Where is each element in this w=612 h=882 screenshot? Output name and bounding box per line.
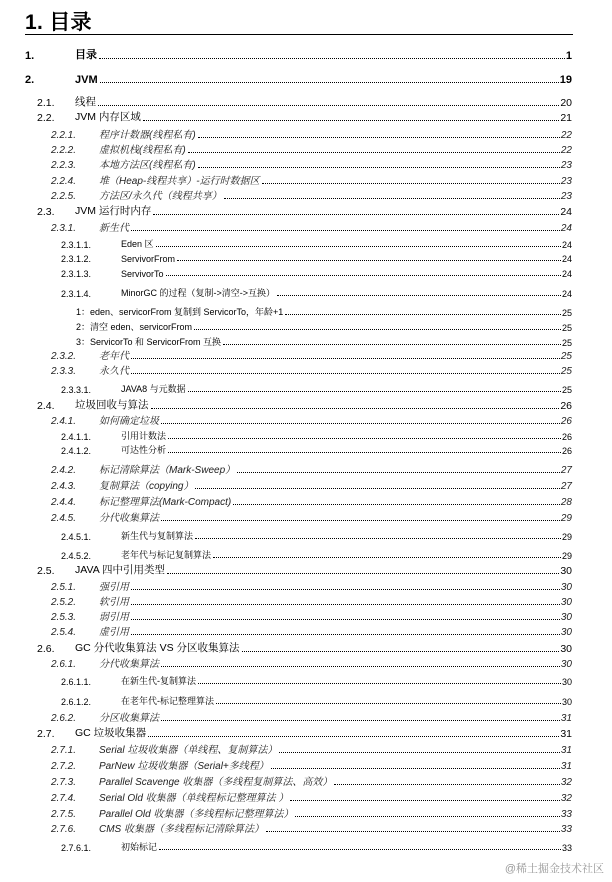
toc-entry-page: 25: [561, 308, 572, 318]
toc-entry-page: 24: [560, 206, 572, 218]
dot-leader: [177, 260, 561, 261]
title-underline: [25, 34, 573, 35]
dot-leader: [161, 666, 560, 667]
toc-entry[interactable]: [25, 48, 572, 62]
toc-entry-number: 2.4.: [37, 400, 55, 412]
toc-entry-number: 2.7.1.: [51, 745, 77, 756]
dot-leader: [156, 246, 561, 247]
toc-entry-number: 2.5.: [37, 565, 55, 577]
toc-entry-page: 33: [560, 809, 572, 820]
dot-leader: [148, 736, 559, 737]
toc-entry[interactable]: [51, 494, 572, 508]
toc-entry-title[interactable]: Parallel Old 收集器（多线程标记整理算法）: [99, 809, 294, 820]
toc-entry-title[interactable]: 引用计数法: [121, 431, 167, 441]
dot-leader: [131, 358, 560, 359]
toc-entry-number: 2.4.5.2.: [61, 551, 92, 561]
toc-entry[interactable]: [51, 220, 572, 234]
dot-leader: [242, 651, 560, 652]
toc-entry[interactable]: [51, 127, 572, 141]
toc-entry-title[interactable]: Serial Old 收集器（单线程标记整理算法 ）: [99, 793, 289, 804]
toc-entry-title[interactable]: 本地方法区(线程私有): [99, 160, 196, 171]
toc-entry-number: 2.6.1.1.: [61, 677, 92, 687]
toc-entry-number: 2.2.2.: [51, 145, 77, 156]
dot-leader: [131, 634, 560, 635]
toc-entry-title[interactable]: Eden 区: [121, 239, 154, 249]
toc-entry-page: 30: [560, 582, 572, 593]
toc-entry-title[interactable]: CMS 收集器（多线程标记清除算法）: [99, 824, 264, 835]
dot-leader: [99, 58, 565, 59]
toc-entry[interactable]: [61, 428, 572, 442]
toc-entry[interactable]: [61, 442, 572, 456]
dot-leader: [151, 408, 560, 409]
dot-leader: [161, 720, 560, 721]
toc-entry-page: 30: [561, 677, 572, 687]
dot-leader: [161, 423, 560, 424]
toc-entry[interactable]: [51, 510, 572, 524]
toc-entry[interactable]: [61, 236, 572, 250]
toc-entry[interactable]: [37, 398, 572, 412]
dot-leader: [153, 214, 559, 215]
toc-entry-title[interactable]: 复制算法（copying）: [99, 481, 194, 492]
toc-entry-page: 32: [560, 793, 572, 804]
toc-entry[interactable]: [61, 673, 572, 687]
toc-entry[interactable]: [51, 363, 572, 377]
toc-entry-page: 30: [560, 627, 572, 638]
toc-entry-page: 21: [560, 112, 572, 124]
toc-entry-number: 2.7.5.: [51, 809, 77, 820]
toc-entry-page: 22: [560, 145, 572, 156]
toc-entry[interactable]: [61, 285, 572, 299]
toc-entry-page: 1: [565, 50, 572, 62]
toc-entry-title[interactable]: JAVA 四中引用类型: [75, 564, 166, 576]
toc-entry[interactable]: [51, 462, 572, 476]
dot-leader: [168, 452, 561, 453]
toc-entry-number: 2.6.1.: [51, 659, 77, 670]
toc-entry-title[interactable]: 在老年代-标记整理算法: [121, 696, 214, 706]
toc-entry-number: 2.4.1.1.: [61, 432, 92, 442]
toc-entry-page: 26: [560, 416, 572, 427]
toc-entry-page: 33: [560, 824, 572, 835]
toc-entry-title[interactable]: 垃圾回收与算法: [75, 399, 149, 411]
toc-entry-title[interactable]: 标记清除算法（Mark-Sweep）: [99, 465, 236, 476]
toc-entry-number: 2.3.3.1.: [61, 385, 92, 395]
toc-entry[interactable]: [51, 710, 572, 724]
toc-entry-number: 2.7.6.1.: [61, 843, 92, 853]
toc-entry[interactable]: [37, 726, 572, 740]
toc-entry[interactable]: [51, 478, 572, 492]
toc-entry-title[interactable]: Serial 垃圾收集器（单线程、复制算法）: [99, 745, 278, 756]
toc-entry[interactable]: [61, 693, 572, 707]
toc-entry-number: 2.2.3.: [51, 160, 77, 171]
toc-entry[interactable]: [76, 304, 572, 318]
toc-entry[interactable]: [51, 790, 572, 804]
toc-entry-page: 25: [560, 366, 572, 377]
toc-entry-title[interactable]: GC 分代收集算法 VS 分区收集算法: [75, 642, 240, 654]
toc-entry-page: 24: [561, 254, 572, 264]
toc-entry-page: 30: [560, 643, 572, 655]
toc-entry-title[interactable]: 可达性分析: [121, 445, 167, 455]
toc-entry-title[interactable]: MinorGC 的过程（复制->清空->互换）: [121, 288, 276, 298]
toc-entry[interactable]: [51, 348, 572, 362]
toc-entry-page: 29: [561, 551, 572, 561]
toc-entry-page: 31: [560, 745, 572, 756]
toc-entry-number: 2.5.4.: [51, 627, 77, 638]
toc-entry[interactable]: [37, 204, 572, 218]
dot-leader: [198, 137, 560, 138]
dot-leader: [224, 198, 560, 199]
toc-entry-number: 2.1.: [37, 97, 55, 109]
toc-entry-title[interactable]: 分区收集算法: [99, 713, 159, 724]
dot-leader: [159, 849, 561, 850]
toc-entry-title[interactable]: 分代收集算法: [99, 513, 159, 524]
dot-leader: [277, 295, 561, 296]
toc-entry-title[interactable]: 初始标记: [121, 842, 158, 852]
dot-leader: [143, 120, 559, 121]
toc-entry-page: 24: [561, 269, 572, 279]
toc-entry-title[interactable]: 标记整理算法(Mark-Compact): [99, 497, 232, 508]
page-title: 1. 目录: [25, 11, 92, 34]
toc-entry-page: 29: [560, 513, 572, 524]
toc-entry-number: 2.3.2.: [51, 351, 77, 362]
toc-entry-title[interactable]: ServivorTo: [121, 269, 164, 279]
toc-entry-number: 2.4.5.: [51, 513, 77, 524]
toc-entry-title[interactable]: JAVA8 与元数据: [121, 384, 186, 394]
toc-entry-page: 32: [560, 777, 572, 788]
dot-leader: [100, 82, 559, 83]
toc-entry-page: 30: [560, 565, 572, 577]
toc-entry-number: 2.3.3.: [51, 366, 77, 377]
toc-entry-page: 20: [560, 97, 572, 109]
toc-entry-title[interactable]: 分代收集算法: [99, 659, 159, 670]
toc-entry-page: 24: [561, 289, 572, 299]
toc-entry-number: 2.5.3.: [51, 612, 77, 623]
toc-entry-title[interactable]: 2：清空 eden、servicorFrom: [76, 322, 193, 332]
toc-entry-title[interactable]: 虚拟机栈(线程私有): [99, 145, 186, 156]
dot-leader: [262, 183, 560, 184]
toc-entry-title[interactable]: 在新生代-复制算法: [121, 676, 196, 686]
toc-entry-title[interactable]: ParNew 垃圾收集器（Serial+多线程）: [99, 761, 269, 772]
toc-entry[interactable]: [51, 656, 572, 670]
dot-leader: [266, 831, 560, 832]
toc-entry-title[interactable]: 目录: [75, 49, 97, 61]
dot-leader: [131, 589, 560, 590]
toc-entry-page: 19: [559, 74, 572, 86]
dot-leader: [161, 520, 560, 521]
watermark: @稀土掘金技术社区: [504, 863, 604, 875]
toc-entry-page: 24: [560, 223, 572, 234]
toc-entry-title[interactable]: 如何确定垃圾: [99, 416, 159, 427]
toc-entry-number: 2.3.1.2.: [61, 254, 92, 264]
dot-leader: [131, 604, 560, 605]
toc-entry-title[interactable]: 弱引用: [99, 612, 129, 623]
toc-entry-page: 31: [560, 713, 572, 724]
toc-entry-page: 30: [560, 597, 572, 608]
toc-entry-number: 2.: [25, 74, 35, 86]
dot-leader: [166, 275, 561, 276]
toc-entry-number: 2.3.1.4.: [61, 289, 92, 299]
toc-entry-number: 2.4.1.2.: [61, 446, 92, 456]
dot-leader: [195, 488, 559, 489]
dot-leader: [285, 314, 561, 315]
toc-entry-title[interactable]: 3：ServicorTo 和 ServicorFrom 互换: [76, 337, 222, 347]
toc-entry-title[interactable]: 老年代与标记复制算法: [121, 550, 212, 560]
toc-entry-number: 2.7.6.: [51, 824, 77, 835]
toc-entry-title[interactable]: 永久代: [99, 366, 129, 377]
toc-entry[interactable]: [51, 173, 572, 187]
toc-entry-number: 2.2.4.: [51, 176, 77, 187]
toc-entry[interactable]: [51, 188, 572, 202]
toc-entry-number: 2.2.5.: [51, 191, 77, 202]
dot-leader: [271, 768, 560, 769]
toc-entry-title[interactable]: 1：eden、servicorFrom 复制到 ServicorTo，年龄+1: [76, 307, 284, 317]
toc-entry-title[interactable]: JVM: [75, 74, 98, 86]
toc-entry-number: 2.5.1.: [51, 582, 77, 593]
toc-entry-page: 30: [561, 697, 572, 707]
toc-entry-page: 25: [560, 351, 572, 362]
toc-entry-title[interactable]: 堆（Heap-线程共享）-运行时数据区: [99, 176, 260, 187]
toc-entry-title[interactable]: 新生代: [99, 223, 129, 234]
toc-entry[interactable]: [37, 563, 572, 577]
toc-entry[interactable]: [51, 609, 572, 623]
dot-leader: [188, 391, 561, 392]
toc-entry-title[interactable]: JVM 内存区域: [75, 111, 141, 123]
toc-entry[interactable]: [61, 265, 572, 279]
dot-leader: [216, 703, 561, 704]
toc-entry-title[interactable]: 新生代与复制算法: [121, 531, 194, 541]
toc-entry[interactable]: [61, 547, 572, 561]
toc-entry-page: 33: [561, 843, 572, 853]
toc-entry[interactable]: [76, 334, 572, 348]
toc-entry-title[interactable]: 线程: [75, 96, 96, 108]
toc-entry-title[interactable]: 强引用: [99, 582, 129, 593]
toc-entry[interactable]: [51, 142, 572, 156]
toc-entry-number: 2.2.1.: [51, 130, 77, 141]
toc-entry-number: 2.4.4.: [51, 497, 77, 508]
toc-entry-page: 28: [560, 497, 572, 508]
toc-entry[interactable]: [61, 381, 572, 395]
toc-entry[interactable]: [61, 250, 572, 264]
toc-entry[interactable]: [51, 413, 572, 427]
toc-entry-page: 23: [560, 176, 572, 187]
toc-entry[interactable]: [76, 319, 572, 333]
toc-entry-page: 24: [561, 240, 572, 250]
toc-entry-number: 2.6.2.: [51, 713, 77, 724]
dot-leader: [223, 344, 561, 345]
dot-leader: [290, 800, 559, 801]
toc-entry-number: 2.3.: [37, 206, 55, 218]
toc-entry[interactable]: [25, 72, 572, 86]
toc-entry-page: 22: [560, 130, 572, 141]
toc-entry-number: 2.4.5.1.: [61, 532, 92, 542]
toc-entry-title[interactable]: JVM 运行时内存: [75, 205, 152, 217]
toc-entry-page: 31: [560, 761, 572, 772]
toc-entry-title[interactable]: Parallel Scavenge 收集器（多线程复制算法、高效）: [99, 777, 333, 788]
dot-leader: [131, 619, 560, 620]
toc-entry-page: 25: [561, 323, 572, 333]
toc-entry-page: 23: [560, 160, 572, 171]
toc-entry[interactable]: [51, 821, 572, 835]
toc-entry[interactable]: [37, 95, 572, 109]
toc-entry[interactable]: [51, 594, 572, 608]
toc-entry-page: 23: [560, 191, 572, 202]
toc-entry-title[interactable]: 方法区/永久代（线程共享）: [99, 191, 222, 202]
toc-entry[interactable]: [51, 157, 572, 171]
toc-entry-number: 2.4.1.: [51, 416, 77, 427]
toc-entry-page: 25: [561, 338, 572, 348]
toc-entry[interactable]: [51, 579, 572, 593]
toc-entry[interactable]: [37, 641, 572, 655]
toc-entry-number: 1.: [25, 50, 35, 62]
toc-entry-title[interactable]: 虚引用: [99, 627, 129, 638]
dot-leader: [131, 230, 560, 231]
toc-entry-number: 2.3.1.3.: [61, 269, 92, 279]
toc-entry[interactable]: [61, 528, 572, 542]
toc-entry-page: 29: [561, 532, 572, 542]
toc-entry-number: 2.5.2.: [51, 597, 77, 608]
toc-entry-title[interactable]: ServivorFrom: [121, 254, 176, 264]
dot-leader: [195, 538, 561, 539]
dot-leader: [237, 472, 560, 473]
toc-entry-page: 30: [560, 612, 572, 623]
dot-leader: [168, 438, 561, 439]
toc-entry[interactable]: [37, 110, 572, 124]
toc-entry-number: 2.6.1.2.: [61, 697, 92, 707]
dot-leader: [98, 105, 559, 106]
toc-entry-number: 2.3.1.1.: [61, 240, 92, 250]
dot-leader: [131, 373, 560, 374]
toc-entry-title[interactable]: 软引用: [99, 597, 129, 608]
dot-leader: [198, 683, 561, 684]
toc-entry-number: 2.7.3.: [51, 777, 77, 788]
dot-leader: [167, 573, 559, 574]
toc-entry-number: 2.4.2.: [51, 465, 77, 476]
toc-entry-page: 31: [560, 728, 572, 740]
toc-entry[interactable]: [61, 839, 572, 853]
dot-leader: [188, 152, 560, 153]
toc-entry-title[interactable]: 程序计数器(线程私有): [99, 130, 196, 141]
toc-entry-title[interactable]: 老年代: [99, 351, 129, 362]
dot-leader: [334, 784, 559, 785]
dot-leader: [233, 504, 560, 505]
toc-entry[interactable]: [51, 758, 572, 772]
toc-entry-number: 2.7.: [37, 728, 55, 740]
toc-entry-number: 2.2.: [37, 112, 55, 124]
toc-entry-page: 26: [561, 432, 572, 442]
dot-leader: [198, 167, 560, 168]
toc-entry-title[interactable]: GC 垃圾收集器: [75, 727, 147, 739]
toc-entry-page: 30: [560, 659, 572, 670]
toc-entry-page: 26: [560, 400, 572, 412]
dot-leader: [295, 816, 559, 817]
dot-leader: [213, 557, 561, 558]
toc-entry-number: 2.7.2.: [51, 761, 77, 772]
dot-leader: [194, 329, 561, 330]
toc-entry-page: 25: [561, 385, 572, 395]
toc-entry[interactable]: [51, 624, 572, 638]
toc-entry-page: 26: [561, 446, 572, 456]
toc-entry-number: 2.4.3.: [51, 481, 77, 492]
toc-entry-page: 27: [560, 481, 572, 492]
toc-entry[interactable]: [51, 806, 572, 820]
toc-entry[interactable]: [51, 742, 572, 756]
toc-entry-page: 27: [560, 465, 572, 476]
dot-leader: [279, 752, 560, 753]
toc-entry-number: 2.3.1.: [51, 223, 77, 234]
toc-entry-number: 2.6.: [37, 643, 55, 655]
toc-entry[interactable]: [51, 774, 572, 788]
toc-entry-number: 2.7.4.: [51, 793, 77, 804]
